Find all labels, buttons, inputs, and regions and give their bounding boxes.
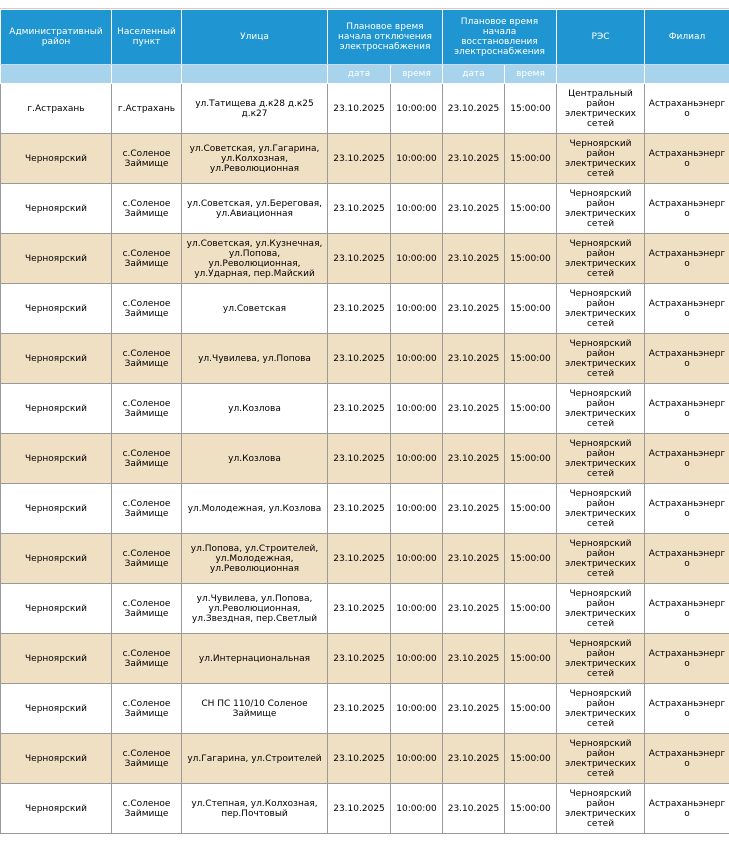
cell-on-date: 23.10.2025 bbox=[443, 534, 505, 584]
table-row bbox=[1, 284, 729, 334]
cell-locality: с.Соленое Займище bbox=[112, 684, 182, 734]
cell-res: Черноярский район электрических сетей bbox=[557, 434, 645, 484]
cell-street: ул.Козлова bbox=[182, 434, 328, 484]
cell-off-date: 23.10.2025 bbox=[328, 284, 391, 334]
cell-branch: Астраханьэнерго bbox=[645, 534, 729, 584]
cell-off-time: 10:00:00 bbox=[391, 384, 443, 434]
cell-district: Черноярский bbox=[1, 334, 112, 384]
subheader-empty bbox=[557, 65, 645, 84]
cell-off-time: 10:00:00 bbox=[391, 684, 443, 734]
subheader-empty bbox=[112, 65, 182, 84]
cell-off-date: 23.10.2025 bbox=[328, 434, 391, 484]
cell-off-time: 10:00:00 bbox=[391, 284, 443, 334]
cell-on-date: 23.10.2025 bbox=[443, 484, 505, 534]
cell-off-time: 10:00:00 bbox=[391, 234, 443, 284]
cell-res: Черноярский район электрических сетей bbox=[557, 634, 645, 684]
cell-locality: с.Соленое Займище bbox=[112, 284, 182, 334]
cell-street: ул.Чувилева, ул.Попова, ул.Революционная, ул.Звездная, пер.Светлый bbox=[182, 584, 328, 634]
cell-street: СН ПС 110/10 Соленое Займище bbox=[182, 684, 328, 734]
table-row bbox=[1, 684, 729, 734]
cell-res: Черноярский район электрических сетей bbox=[557, 784, 645, 834]
cell-locality: г.Астрахань bbox=[112, 84, 182, 134]
cell-street: ул.Интернациональная bbox=[182, 634, 328, 684]
subheader-row bbox=[1, 65, 729, 84]
table-row bbox=[1, 334, 729, 384]
cell-on-time: 15:00:00 bbox=[505, 434, 557, 484]
cell-off-time: 10:00:00 bbox=[391, 734, 443, 784]
cell-street: ул.Советская, ул.Береговая, ул.Авиационная bbox=[182, 184, 328, 234]
top-bar bbox=[0, 0, 729, 9]
cell-street: ул.Гагарина, ул.Строителей bbox=[182, 734, 328, 784]
cell-on-date: 23.10.2025 bbox=[443, 334, 505, 384]
header-locality: Населенный пункт bbox=[112, 10, 182, 65]
subheader-off-date: дата bbox=[328, 65, 391, 84]
cell-res: Черноярский район электрических сетей bbox=[557, 184, 645, 234]
cell-on-date: 23.10.2025 bbox=[443, 434, 505, 484]
cell-res: Черноярский район электрических сетей bbox=[557, 384, 645, 434]
cell-res: Черноярский район электрических сетей bbox=[557, 284, 645, 334]
cell-res: Черноярский район электрических сетей bbox=[557, 734, 645, 784]
cell-street: ул.Советская, ул.Гагарина, ул.Колхозная, ул.Революционная bbox=[182, 134, 328, 184]
cell-branch: Астраханьэнерго bbox=[645, 734, 729, 784]
cell-on-date: 23.10.2025 bbox=[443, 784, 505, 834]
cell-district: Черноярский bbox=[1, 784, 112, 834]
cell-on-time: 15:00:00 bbox=[505, 284, 557, 334]
cell-on-date: 23.10.2025 bbox=[443, 234, 505, 284]
subheader-on-time: время bbox=[505, 65, 557, 84]
cell-off-date: 23.10.2025 bbox=[328, 584, 391, 634]
table-row bbox=[1, 134, 729, 184]
cell-on-time: 15:00:00 bbox=[505, 334, 557, 384]
cell-on-time: 15:00:00 bbox=[505, 734, 557, 784]
cell-branch: Астраханьэнерго bbox=[645, 234, 729, 284]
cell-branch: Астраханьэнерго bbox=[645, 334, 729, 384]
table-row bbox=[1, 534, 729, 584]
cell-off-time: 10:00:00 bbox=[391, 134, 443, 184]
cell-on-time: 15:00:00 bbox=[505, 134, 557, 184]
cell-branch: Астраханьэнерго bbox=[645, 634, 729, 684]
cell-off-date: 23.10.2025 bbox=[328, 384, 391, 434]
table-row bbox=[1, 734, 729, 784]
cell-branch: Астраханьэнерго bbox=[645, 684, 729, 734]
cell-street: ул.Советская, ул.Кузнечная, ул.Попова, ул.Революционная, ул.Ударная, пер.Майский bbox=[182, 234, 328, 284]
cell-locality: с.Соленое Займище bbox=[112, 184, 182, 234]
cell-off-time: 10:00:00 bbox=[391, 84, 443, 134]
cell-on-date: 23.10.2025 bbox=[443, 684, 505, 734]
cell-on-date: 23.10.2025 bbox=[443, 734, 505, 784]
cell-district: Черноярский bbox=[1, 684, 112, 734]
cell-on-time: 15:00:00 bbox=[505, 584, 557, 634]
cell-on-time: 15:00:00 bbox=[505, 534, 557, 584]
cell-off-date: 23.10.2025 bbox=[328, 784, 391, 834]
cell-res: Черноярский район электрических сетей bbox=[557, 534, 645, 584]
cell-off-time: 10:00:00 bbox=[391, 634, 443, 684]
cell-on-date: 23.10.2025 bbox=[443, 634, 505, 684]
cell-locality: с.Соленое Займище bbox=[112, 534, 182, 584]
cell-locality: с.Соленое Займище bbox=[112, 734, 182, 784]
cell-district: Черноярский bbox=[1, 534, 112, 584]
header-district: Административный район bbox=[1, 10, 112, 65]
cell-off-time: 10:00:00 bbox=[391, 784, 443, 834]
cell-district: г.Астрахань bbox=[1, 84, 112, 134]
cell-on-date: 23.10.2025 bbox=[443, 84, 505, 134]
cell-off-date: 23.10.2025 bbox=[328, 184, 391, 234]
cell-on-time: 15:00:00 bbox=[505, 634, 557, 684]
cell-res: Черноярский район электрических сетей bbox=[557, 484, 645, 534]
cell-branch: Астраханьэнерго bbox=[645, 184, 729, 234]
header-street: Улица bbox=[182, 10, 328, 65]
cell-branch: Астраханьэнерго bbox=[645, 284, 729, 334]
cell-district: Черноярский bbox=[1, 634, 112, 684]
cell-on-date: 23.10.2025 bbox=[443, 284, 505, 334]
cell-branch: Астраханьэнерго bbox=[645, 134, 729, 184]
cell-locality: с.Соленое Займище bbox=[112, 634, 182, 684]
cell-street: ул.Козлова bbox=[182, 384, 328, 434]
cell-off-date: 23.10.2025 bbox=[328, 734, 391, 784]
cell-branch: Астраханьэнерго bbox=[645, 484, 729, 534]
table-row bbox=[1, 434, 729, 484]
cell-off-date: 23.10.2025 bbox=[328, 84, 391, 134]
cell-res: Черноярский район электрических сетей bbox=[557, 134, 645, 184]
cell-on-time: 15:00:00 bbox=[505, 184, 557, 234]
table-row bbox=[1, 384, 729, 434]
subheader-empty bbox=[645, 65, 729, 84]
cell-district: Черноярский bbox=[1, 484, 112, 534]
cell-branch: Астраханьэнерго bbox=[645, 84, 729, 134]
table-row bbox=[1, 234, 729, 284]
cell-branch: Астраханьэнерго bbox=[645, 384, 729, 434]
cell-district: Черноярский bbox=[1, 234, 112, 284]
cell-off-date: 23.10.2025 bbox=[328, 484, 391, 534]
cell-locality: с.Соленое Займище bbox=[112, 134, 182, 184]
cell-on-time: 15:00:00 bbox=[505, 684, 557, 734]
cell-locality: с.Соленое Займище bbox=[112, 584, 182, 634]
cell-off-time: 10:00:00 bbox=[391, 434, 443, 484]
cell-district: Черноярский bbox=[1, 584, 112, 634]
cell-locality: с.Соленое Займище bbox=[112, 334, 182, 384]
subheader-on-date: дата bbox=[443, 65, 505, 84]
cell-branch: Астраханьэнерго bbox=[645, 434, 729, 484]
cell-off-date: 23.10.2025 bbox=[328, 634, 391, 684]
cell-district: Черноярский bbox=[1, 384, 112, 434]
table-body bbox=[1, 84, 729, 834]
table-row bbox=[1, 584, 729, 634]
cell-locality: с.Соленое Займище bbox=[112, 484, 182, 534]
cell-locality: с.Соленое Займище bbox=[112, 234, 182, 284]
cell-on-time: 15:00:00 bbox=[505, 84, 557, 134]
table-row bbox=[1, 634, 729, 684]
cell-res: Черноярский район электрических сетей bbox=[557, 684, 645, 734]
header-res: РЭС bbox=[557, 10, 645, 65]
cell-res: Черноярский район электрических сетей bbox=[557, 584, 645, 634]
cell-off-time: 10:00:00 bbox=[391, 484, 443, 534]
cell-locality: с.Соленое Займище bbox=[112, 784, 182, 834]
cell-street: ул.Степная, ул.Колхозная, пер.Почтовый bbox=[182, 784, 328, 834]
cell-street: ул.Чувилева, ул.Попова bbox=[182, 334, 328, 384]
table-row bbox=[1, 84, 729, 134]
header-branch: Филиал bbox=[645, 10, 729, 65]
cell-on-date: 23.10.2025 bbox=[443, 134, 505, 184]
cell-off-date: 23.10.2025 bbox=[328, 134, 391, 184]
cell-off-date: 23.10.2025 bbox=[328, 534, 391, 584]
cell-on-time: 15:00:00 bbox=[505, 484, 557, 534]
cell-district: Черноярский bbox=[1, 434, 112, 484]
cell-on-date: 23.10.2025 bbox=[443, 384, 505, 434]
header-off-time: Плановое время начала отключения электроснабжения bbox=[328, 10, 443, 65]
cell-off-time: 10:00:00 bbox=[391, 184, 443, 234]
header-restore-time: Плановое время начала восстановления электроснабжения bbox=[443, 10, 557, 65]
subheader-empty bbox=[1, 65, 112, 84]
table-row bbox=[1, 784, 729, 834]
cell-locality: с.Соленое Займище bbox=[112, 434, 182, 484]
cell-branch: Астраханьэнерго bbox=[645, 584, 729, 634]
cell-on-time: 15:00:00 bbox=[505, 384, 557, 434]
cell-street: ул.Попова, ул.Строителей, ул.Молодежная, ул.Революционная bbox=[182, 534, 328, 584]
cell-street: ул.Советская bbox=[182, 284, 328, 334]
cell-district: Черноярский bbox=[1, 184, 112, 234]
cell-street: ул.Татищева д.к28 д.к25 д.к27 bbox=[182, 84, 328, 134]
cell-street: ул.Молодежная, ул.Козлова bbox=[182, 484, 328, 534]
cell-district: Черноярский bbox=[1, 734, 112, 784]
cell-district: Черноярский bbox=[1, 134, 112, 184]
cell-branch: Астраханьэнерго bbox=[645, 784, 729, 834]
subheader-empty bbox=[182, 65, 328, 84]
cell-district: Черноярский bbox=[1, 284, 112, 334]
cell-off-date: 23.10.2025 bbox=[328, 234, 391, 284]
cell-off-date: 23.10.2025 bbox=[328, 684, 391, 734]
cell-on-time: 15:00:00 bbox=[505, 234, 557, 284]
cell-locality: с.Соленое Займище bbox=[112, 384, 182, 434]
cell-off-time: 10:00:00 bbox=[391, 334, 443, 384]
cell-off-time: 10:00:00 bbox=[391, 584, 443, 634]
cell-res: Центральный район электрических сетей bbox=[557, 84, 645, 134]
cell-off-time: 10:00:00 bbox=[391, 534, 443, 584]
table-row bbox=[1, 484, 729, 534]
cell-res: Черноярский район электрических сетей bbox=[557, 334, 645, 384]
cell-on-date: 23.10.2025 bbox=[443, 184, 505, 234]
cell-on-date: 23.10.2025 bbox=[443, 584, 505, 634]
outage-schedule-table bbox=[0, 9, 729, 834]
cell-off-date: 23.10.2025 bbox=[328, 334, 391, 384]
table-row bbox=[1, 184, 729, 234]
cell-on-time: 15:00:00 bbox=[505, 784, 557, 834]
subheader-off-time: время bbox=[391, 65, 443, 84]
cell-res: Черноярский район электрических сетей bbox=[557, 234, 645, 284]
header-row bbox=[1, 10, 729, 65]
